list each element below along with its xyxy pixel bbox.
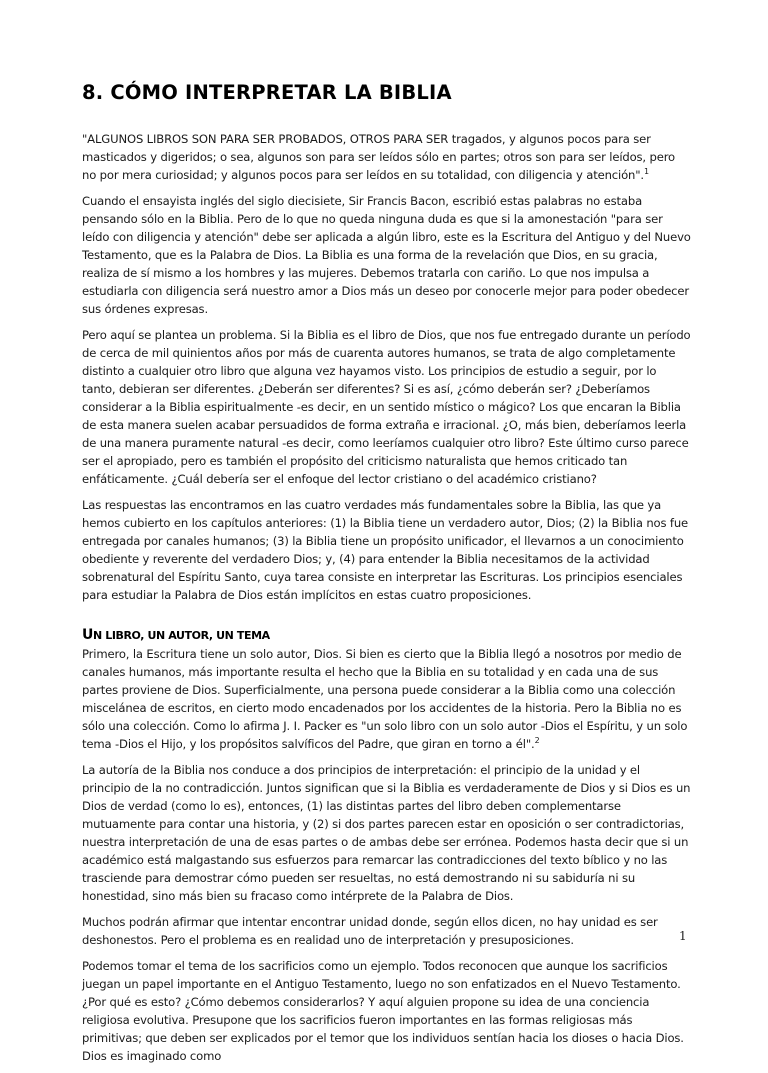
section-heading [82,626,692,645]
paragraph [82,645,692,753]
footnote-marker[interactable]: 1 [643,167,649,177]
chapter-title: 8. CÓMO INTERPRETAR LA BIBLIA [82,81,452,104]
document-page [82,80,692,1073]
paragraph: Las respuestas las encontramos en las cuatro verdades más fundamentales sobre la Biblia, las que ya hemos cubierto en los capítulos anteriores: (1) la Biblia tiene un verdadero autor, Dios; (2) la Biblia nos fue entregada por canales humanos; (3) la Biblia tiene un propósito unificador, el llevarnos a un conocimiento obediente y reverente del verdadero Dios; y, (4) para entender la Biblia necesitamos de la actividad sobrenatural del Espíritu Santo, cuya tarea consiste en interpretar las Escrituras. Los principios esenciales para estudiar la Palabra de Dios están implícitos en estas cuatro proposiciones. [82,498,689,602]
paragraph-quote [82,130,692,184]
paragraph: Muchos podrán afirmar que intentar encontrar unidad donde, según ellos dicen, no hay unidad es ser deshonestos. Pero el problema es en realidad uno de interpretación y presuposiciones. [82,915,658,947]
section-heading-initial: U [82,627,93,643]
page-number: 1 [679,929,687,943]
paragraph-text: "ALGUNOS LIBROS SON PARA SER PROBADOS, OTROS PARA SER tragados, y algunos pocos para ser masticados y digeridos; o sea, algunos son para ser leídos sólo en partes; otros son para ser leídos, pero no por mera curiosidad; y algunos pocos para ser leídos en su totalidad, con diligencia y atención". [82,132,676,182]
paragraph: Pero aquí se plantea un problema. Si la Biblia es el libro de Dios, que nos fue entregado durante un período de cerca de mil quinientos años por más de cuarenta autores humanos, se trata de algo completamente distinto a cualquier otro libro que alguna vez hayamos visto. Los principios de estudio a seguir, por lo tanto, debieran ser diferentes. ¿Deberán ser diferentes? Si es así, ¿cómo deberán ser? ¿Deberíamos considerar a la Biblia espiritualmente -es decir, en un sentido místico o mágico? Los que encaran la Biblia de esta manera suelen acabar persuadidos de forma extraña e irracional. ¿O, más bien, deberíamos leerla de una manera puramente natural -es decir, como leeríamos cualquier otro libro? Este último curso parece ser el apropiado, pero es también el propósito del criticismo naturalista que hemos criticado tan enfáticamente. ¿Cuál debería ser el enfoque del lector cristiano o del académico cristiano? [82,328,691,486]
section-heading-rest: N LIBRO, UN AUTOR, UN TEMA [92,629,270,642]
paragraph: Cuando el ensayista inglés del siglo diecisiete, Sir Francis Bacon, escribió estas palabras no estaba pensando sólo en la Biblia. Pero de lo que no queda ninguna duda es que si la amonestación "para ser leído con diligencia y atención" debe ser aplicada a algún libro, este es la Escritura del Antiguo y del Nuevo Testamento, que es la Palabra de Dios. La Biblia es una forma de la revelación que Dios, en su gracia, realiza de sí mismo a los hombres y las mujeres. Debemos tratarla con cariño. Lo que nos impulsa a estudiarla con diligencia será nuestro amor a Dios más un deseo por conocerle mejor para poder obedecer sus órdenes expresas. [82,194,691,316]
paragraph: Podemos tomar el tema de los sacrificios como un ejemplo. Todos reconocen que aunque los sacrificios juegan un papel importante en el Antiguo Testamento, luego no son enfatizados en el Nuevo Testamento. ¿Por qué es esto? ¿Cómo debemos considerarlos? Y aquí alguien propone su idea de una conciencia religiosa evolutiva. Presupone que los sacrificios fueron importantes en las formas religiosas más primitivas; que deben ser explicados por el temor que los individuos sentían hacia los dioses o hacia Dios. Dios es imaginado como [82,959,684,1063]
paragraph-text: Primero, la Escritura tiene un solo autor, Dios. Si bien es cierto que la Biblia llegó a nosotros por medio de canales humanos, más importante resulta el hecho que la Biblia en su totalidad y en cada una de sus partes proviene de Dios. Superficialmente, una persona puede considerar a la Biblia como una colección miscelánea de escritos, en cierto modo encadenados por los accidentes de la historia. Pero la Biblia no es sólo una colección. Como lo afirma J. I. Packer es "un solo libro con un solo autor -Dios el Espíritu, y un solo tema -Dios el Hijo, y los propósitos salvíficos del Padre, que giran en torno a él". [82,647,688,751]
paragraph: La autoría de la Biblia nos conduce a dos principios de interpretación: el principio de la unidad y el principio de la no contradicción. Juntos significan que si la Biblia es verdaderamente de Dios y si Dios es un Dios de verdad (como lo es), entonces, (1) las distintas partes del libro deben complementarse mutuamente para contar una historia, y (2) si dos partes parecen estar en oposición o ser contradictorias, nuestra interpretación de una de esas partes o de ambas debe ser errónea. Podemos hasta decir que si un académico está malgastando sus esfuerzos para remarcar las contradicciones del texto bíblico y no las trasciende para demostrar cómo pueden ser resueltas, no está demostrando ni su sabiduría ni su honestidad, sino más bien su fracaso como intérprete de la Palabra de Dios. [82,763,691,903]
footnote-marker[interactable]: 2 [534,736,540,746]
